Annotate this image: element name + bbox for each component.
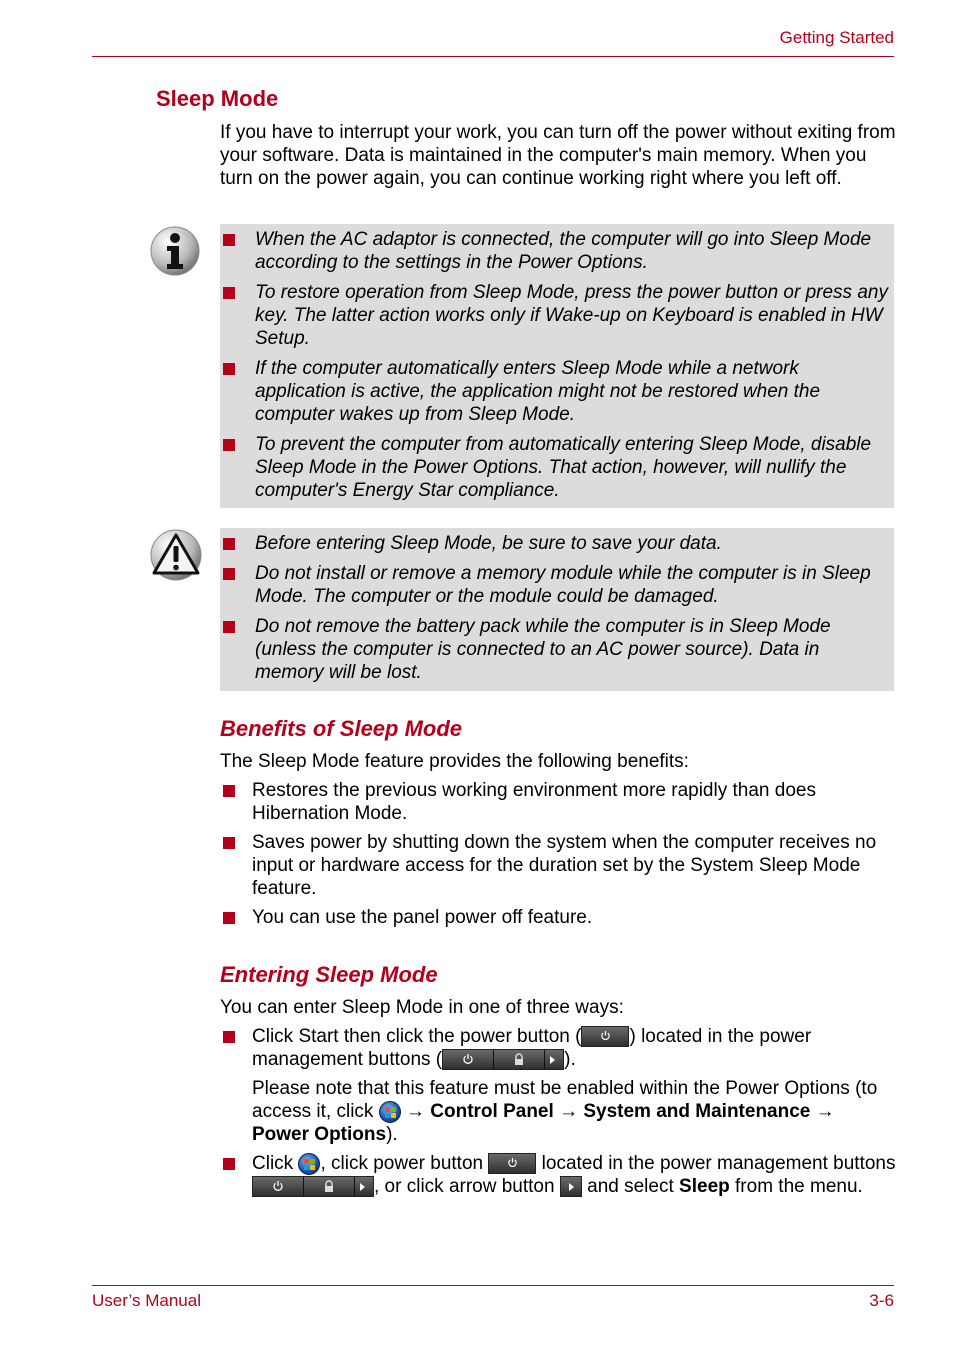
bullet-square-icon [223,785,235,797]
list-item: Restores the previous working environment more rapidly than does Hibernation Mode. [220,779,896,825]
sleep-mode-heading: Sleep Mode [156,86,279,111]
caution-note-box [220,528,894,691]
benefits-heading: Benefits of Sleep Mode [220,716,463,741]
bullet-square-icon [223,439,235,451]
benefits-intro: The Sleep Mode feature provides the following benefits: [220,751,689,772]
windows-start-icon [298,1153,320,1175]
bullet-square-icon [223,912,235,924]
entering-list [220,1025,896,1204]
info-note-item: To restore operation from Sleep Mode, press the power button or press any key. The latter action works only if Wake-up on Keyboard is enabled in HW Setup. [220,281,888,350]
footer-page-number: 3-6 [869,1291,894,1310]
bullet-square-icon [223,1158,235,1170]
caution-note-item: Do not install or remove a memory module while the computer is in Sleep Mode. The computer or the module could be damaged. [220,562,888,608]
entering-intro: You can enter Sleep Mode in one of three ways: [220,997,624,1018]
benefits-list [220,779,896,935]
entering-heading: Entering Sleep Mode [220,962,438,987]
footer-manual-title: User’s Manual [92,1291,201,1310]
bullet-square-icon [223,621,235,633]
warning-icon [150,529,202,586]
header-section-title: Getting Started [779,28,894,47]
footer-rule [92,1285,894,1286]
sleep-mode-intro: If you have to interrupt your work, you can turn off the power without exiting from your software. Data is maintained in the computer's main memory. When you turn on the power again, you can continue working right where you left off. [220,122,896,189]
info-icon [150,226,200,281]
bullet-square-icon [223,363,235,375]
power-management-buttons-icon [252,1176,374,1197]
info-note-item: When the AC adaptor is connected, the computer will go into Sleep Mode according to the settings in the Power Options. [220,228,888,274]
windows-start-icon [379,1101,401,1123]
bullet-square-icon [223,568,235,580]
caution-note-item: Before entering Sleep Mode, be sure to save your data. [220,532,888,555]
power-management-buttons-icon [442,1049,564,1070]
list-item: Saves power by shutting down the system when the computer receives no input or hardware access for the duration set by the System Sleep Mode feature. [220,831,896,900]
caution-note-item: Do not remove the battery pack while the computer is in Sleep Mode (unless the computer is connected to an AC power source). Data in memory will be lost. [220,615,888,684]
bullet-square-icon [223,287,235,299]
header-rule [92,56,894,57]
list-item: Click Start then click the power button ( ) located in the power management buttons ( ). Please note that this feature must be enabled within the Power Options (to access it, click → Control Panel → System and Maintenance → Power Options). [220,1025,896,1146]
info-note-item: If the computer automatically enters Sleep Mode while a network application is active, the application might not be restored when the computer wakes up from Sleep Mode. [220,357,888,426]
power-button-icon [488,1153,536,1174]
bullet-square-icon [223,837,235,849]
arrow-button-icon [560,1176,582,1197]
info-note-box [220,224,894,508]
info-note-item: To prevent the computer from automatically entering Sleep Mode, disable Sleep Mode in the Power Options. That action, however, will nullify the computer's Energy Star compliance. [220,433,888,502]
list-item: Click , click power button located in the power management buttons , or click arrow button and select Sleep from the menu. [220,1152,896,1198]
bullet-square-icon [223,1031,235,1043]
bullet-square-icon [223,234,235,246]
power-button-icon [581,1026,629,1047]
list-item: You can use the panel power off feature. [220,906,896,929]
bullet-square-icon [223,538,235,550]
